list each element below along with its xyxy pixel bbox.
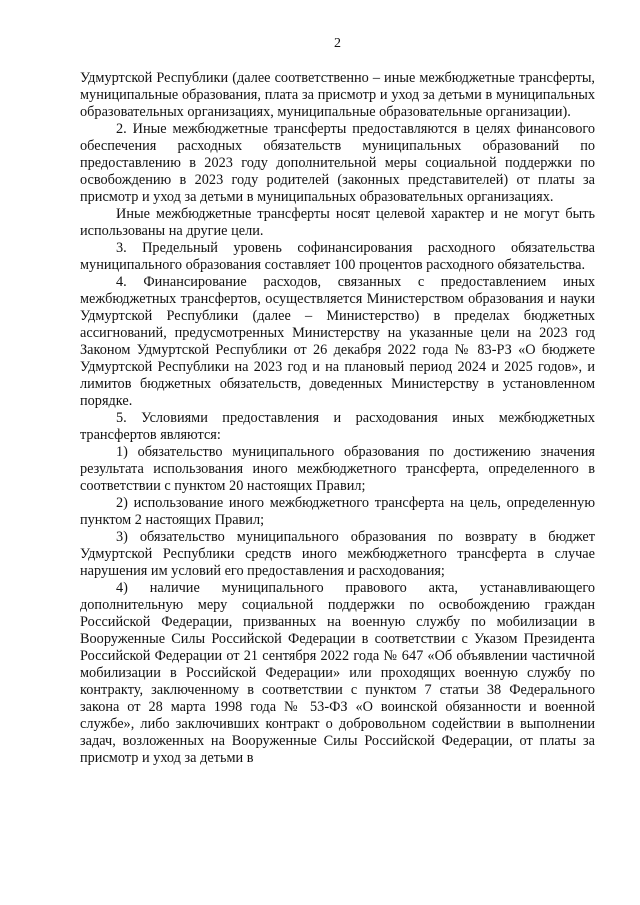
paragraph-item-3: 3. Предельный уровень софинансирования расходного обязательства муниципального образования составляет 100 процентов расходного обязательства. [80, 240, 595, 273]
paragraph-item-2: 2. Иные межбюджетные трансферты предоставляются в целях финансового обеспечения расходных обязательств муниципальных образований по предоставлению в 2023 году дополнительной меры социальной поддержки по освобождению в 2023 году родителей (законных представителей) от платы за присмотр и уход за детьми в муниципальных образовательных организациях. [80, 121, 595, 205]
paragraph-target-purpose: Иные межбюджетные трансферты носят целевой характер и не могут быть использованы на другие цели. [80, 206, 595, 239]
paragraph-condition-4: 4) наличие муниципального правового акта, устанавливающего дополнительную меру социальной поддержки по освобождению граждан Российской Федерации, призванных на военную службу по мобилизации в Вооруженные Силы Российской Федерации в соответствии с Указом Президента Российской Федерации от 21 сентября 2022 года № 647 «Об объявлении частичной мобилизации в Российской Федерации» или проходящих военную службу по контракту, заключенному в соответствии с пунктом 7 статьи 38 Федерального закона от 28 марта 1998 года № 53-ФЗ «О воинской обязанности и военной службе», либо заключивших контракт о добровольном содействии в выполнении задач, возложенных на Вооруженные Силы Российской Федерации, от платы за присмотр и уход за детьми в [80, 580, 595, 766]
paragraph-item-5: 5. Условиями предоставления и расходования иных межбюджетных трансфертов являются: [80, 410, 595, 443]
paragraph-condition-1: 1) обязательство муниципального образования по достижению значения результата использования иного межбюджетного трансферта, определенного в соответствии с пунктом 20 настоящих Правил; [80, 444, 595, 494]
paragraph-item-4: 4. Финансирование расходов, связанных с предоставлением иных межбюджетных трансфертов, осуществляется Министерством образования и науки Удмуртской Республики (далее – Министерство) в пределах бюджетных ассигнований, предусмотренных Министерству на указанные цели на 2023 год Законом Удмуртской Республики от 26 декабря 2022 года № 83-РЗ «О бюджете Удмуртской Республики на 2023 год и на плановый период 2024 и 2025 годов», и лимитов бюджетных обязательств, доведенных Министерству в установленном порядке. [80, 274, 595, 409]
page-number: 2 [334, 36, 341, 51]
paragraph-intro-continuation: Удмуртской Республики (далее соответственно – иные межбюджетные трансферты, муниципальные образования, плата за присмотр и уход за детьми в муниципальных образовательных организациях, муниципальные образовательные организации). [80, 70, 595, 120]
paragraph-condition-3: 3) обязательство муниципального образования по возврату в бюджет Удмуртской Республики средств иного межбюджетного трансферта в случае нарушения им условий его предоставления и расходования; [80, 529, 595, 579]
paragraph-condition-2: 2) использование иного межбюджетного трансферта на цель, определенную пунктом 2 настоящих Правил; [80, 495, 595, 528]
